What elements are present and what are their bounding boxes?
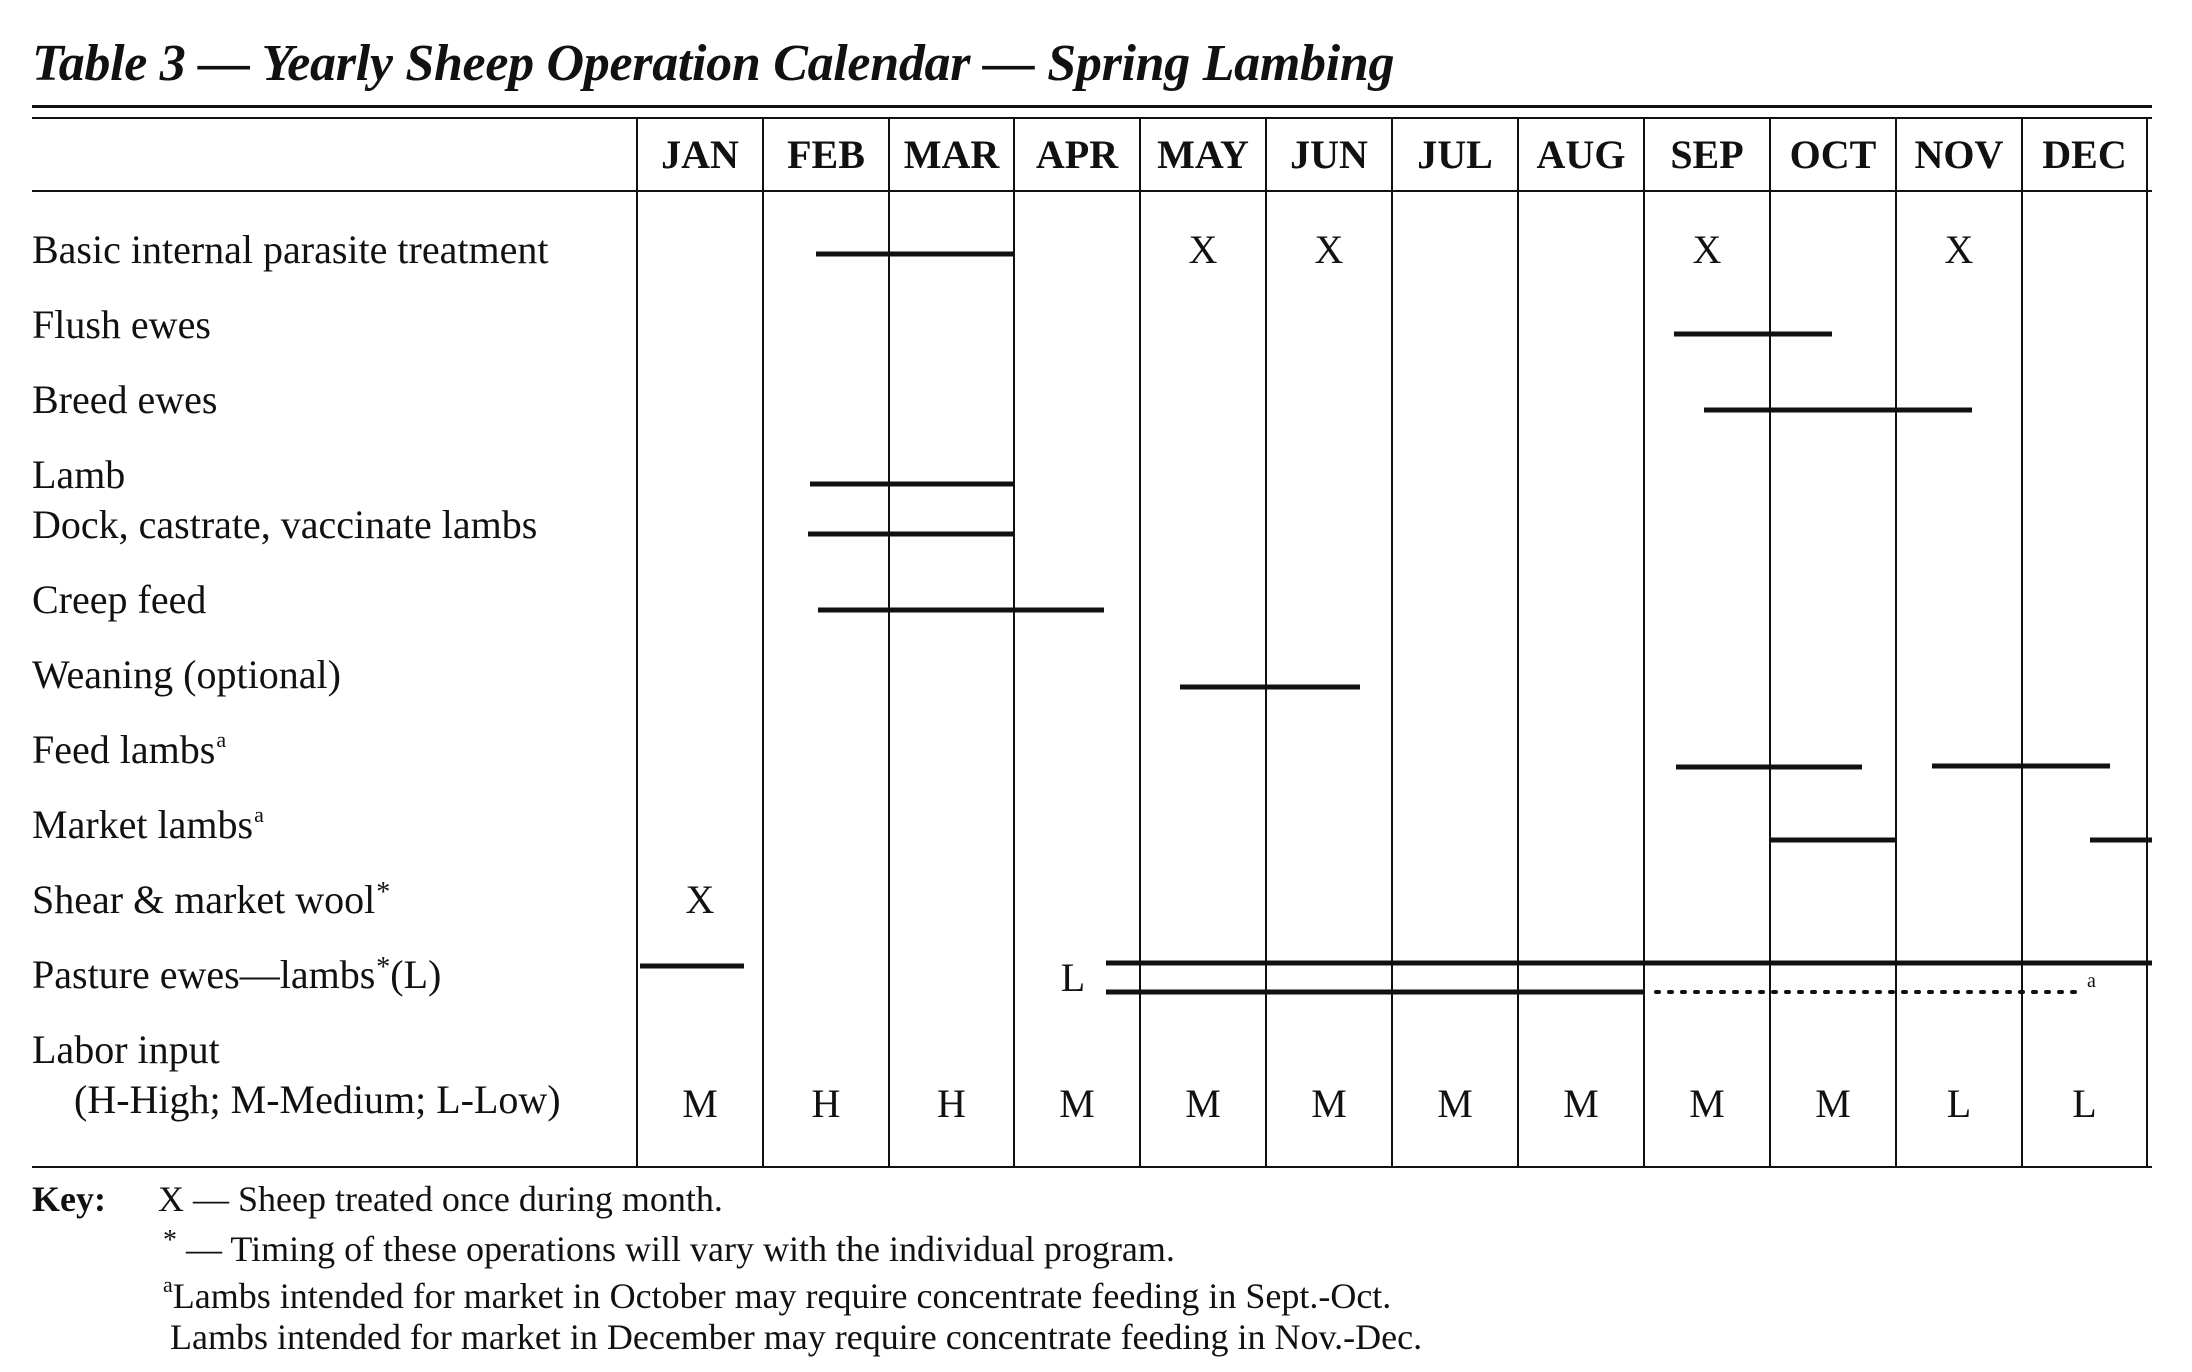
x-mark-parasite-nov: X	[1944, 227, 1974, 272]
month-header-aug: AUG	[1536, 132, 1626, 177]
labor-value-jun: M	[1311, 1081, 1347, 1126]
key-star-line	[162, 1225, 1175, 1270]
l-mark-pasture-apr: L	[1060, 955, 1086, 1000]
row-label-creep: Creep feed	[32, 577, 207, 622]
key-star-text: — Timing of these operations will vary with the individual program.	[186, 1229, 1175, 1269]
footnote-star-mark: *	[163, 1225, 177, 1256]
shear-text: Shear & market wool	[32, 877, 376, 922]
key-a-line-1	[162, 1272, 1391, 1317]
month-header-jun: JUN	[1290, 132, 1368, 177]
labor-value-dec: L	[2072, 1081, 2097, 1126]
footnote-star-mark: *	[376, 877, 391, 908]
row-label-breed: Breed ewes	[32, 377, 218, 422]
x-mark-shear-jan: X	[685, 877, 715, 922]
row-label-dock: Dock, castrate, vaccinate lambs	[32, 502, 538, 547]
key-x-line: X — Sheep treated once during month.	[158, 1179, 723, 1219]
footnote-a-mark: a	[216, 727, 227, 752]
month-header-jan: JAN	[661, 132, 739, 177]
row-label-flush: Flush ewes	[32, 302, 211, 347]
pasture-footnote-a: a	[2087, 970, 2096, 992]
key-label-text: Key:	[32, 1179, 106, 1219]
pasture-suffix: (L)	[390, 952, 442, 997]
row-label-labor: Labor input	[32, 1027, 220, 1072]
month-header-may: MAY	[1157, 132, 1249, 177]
key-a-text-1: Lambs intended for market in October may require concentrate feeding in Sept.-Oct.	[172, 1276, 1392, 1316]
labor-value-jan: M	[682, 1081, 718, 1126]
x-mark-parasite-sep: X	[1692, 227, 1722, 272]
labor-value-nov: L	[1946, 1081, 1972, 1126]
row-label-labor-sub: (H-High; M-Medium; L-Low)	[74, 1077, 561, 1122]
labor-value-apr: M	[1059, 1081, 1095, 1126]
table-title: Table 3 — Yearly Sheep Operation Calendar — Spring Lambing	[32, 35, 1395, 92]
labor-value-oct: M	[1815, 1081, 1851, 1126]
labor-value-jul: M	[1437, 1081, 1473, 1126]
footnote-a-mark: a	[163, 1272, 173, 1297]
labor-value-sep: M	[1689, 1081, 1725, 1126]
row-label-weaning: Weaning (optional)	[32, 652, 341, 697]
row-label-parasite: Basic internal parasite treatment	[32, 227, 549, 272]
month-header-mar: MAR	[903, 132, 1000, 177]
footnote-star-mark: *	[376, 952, 391, 983]
pasture-text: Pasture ewes—lambs	[32, 952, 376, 997]
month-header-jul: JUL	[1417, 132, 1493, 177]
month-header-dec: DEC	[2042, 132, 2127, 177]
key-label	[32, 1178, 106, 1220]
x-mark-parasite-may: X	[1188, 227, 1218, 272]
labor-value-may: M	[1185, 1081, 1221, 1126]
labor-value-aug: M	[1563, 1081, 1599, 1126]
labor-value-feb: H	[811, 1081, 841, 1126]
footnote-a-mark: a	[254, 802, 264, 827]
month-header-feb: FEB	[787, 132, 865, 177]
month-header-nov: NOV	[1914, 132, 2004, 177]
month-header-apr: APR	[1035, 132, 1119, 177]
row-label-lamb: Lamb	[32, 452, 126, 497]
x-mark-parasite-jun: X	[1314, 227, 1344, 272]
month-header-oct: OCT	[1789, 132, 1877, 177]
key-a-line-2: Lambs intended for market in December may require concentrate feeding in Nov.-Dec.	[170, 1317, 1423, 1357]
labor-value-mar: H	[937, 1081, 966, 1126]
market-lambs-text: Market lambs	[32, 802, 254, 847]
feed-lambs-text: Feed lambs	[32, 727, 216, 772]
month-header-sep: SEP	[1670, 132, 1744, 177]
